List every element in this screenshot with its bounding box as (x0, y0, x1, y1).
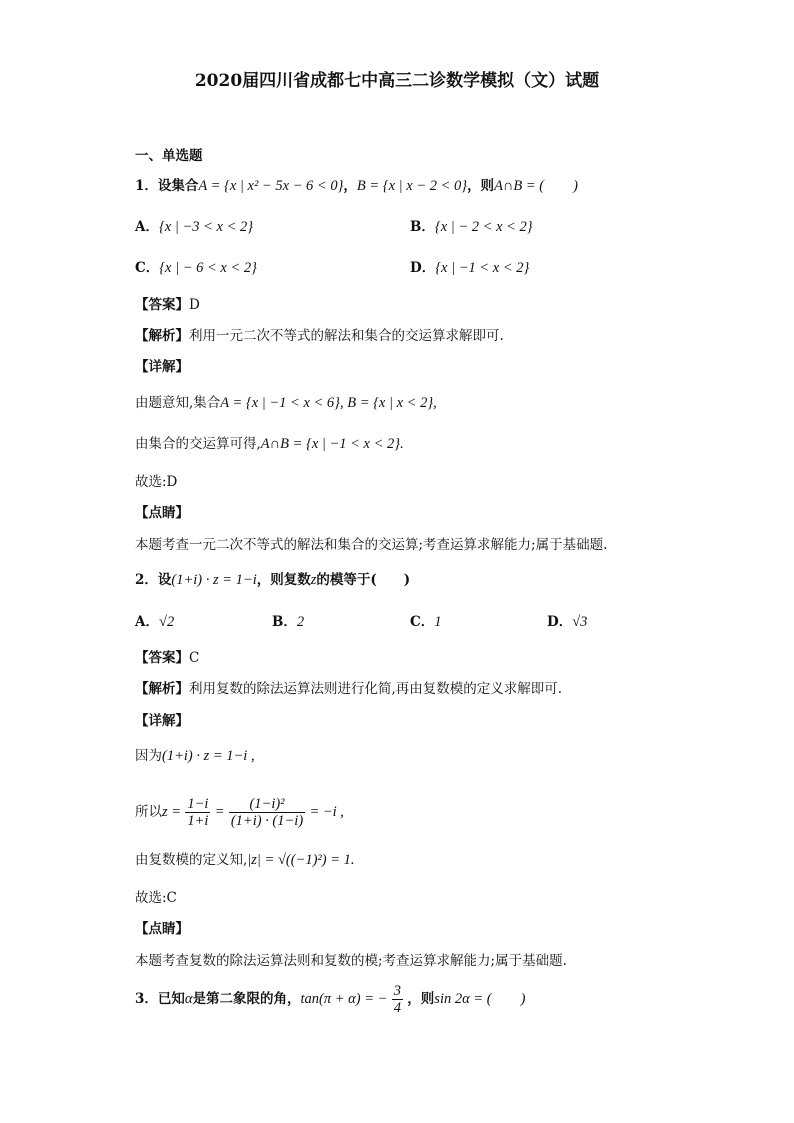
q1-analysis-tag: 【解析】 (135, 328, 189, 344)
q2-option-a (135, 612, 174, 632)
q2-analysis-tag: 【解析】 (135, 681, 189, 697)
q1-analysis-text: 利用一元二次不等式的解法和集合的交运算求解即可. (189, 328, 504, 344)
q1-option-c (135, 258, 257, 278)
q2-comment-tag: 【点睛】 (135, 921, 189, 937)
q2-fraction-1 (185, 796, 210, 829)
q1-detail-2-text: 由集合的交运算可得, (135, 436, 261, 452)
q1-detail-1-text: 由题意知,集合 (135, 395, 221, 411)
q2-detail-tag: 【详解】 (135, 713, 189, 729)
question-2 (135, 570, 410, 590)
q1-option-b-text: {x | − 2 < x < 2} (434, 219, 533, 235)
q2-option-c-label: C． (410, 614, 435, 630)
q1-option-a-label: A． (135, 219, 159, 235)
q2-detail-1-math: (1+i) · z = 1−i , (162, 748, 255, 764)
q1-option-d-label: D． (410, 260, 436, 276)
q1-answer (135, 295, 200, 315)
q2-equals: = (214, 804, 225, 820)
q1-set-a: A = {x | x² − 5x − 6 < 0} (198, 178, 344, 194)
q1-option-a-text: {x | −3 < x < 2} (158, 219, 254, 235)
q3-stem-var: α (184, 991, 193, 1007)
q2-option-d-text: √3 (572, 614, 588, 630)
q2-answer-value: C (189, 650, 200, 666)
q2-option-b-text: 2 (296, 614, 305, 630)
q1-detail-1-math: A = {x | −1 < x < 6}, B = {x | x < 2}, (220, 395, 437, 411)
q2-option-b-label: B． (272, 614, 297, 630)
q2-analysis-text: 利用复数的除法运算法则进行化简,再由复数模的定义求解即可. (189, 681, 563, 697)
q2-option-d-label: D． (547, 614, 573, 630)
q3-stem-math-a: tan(π + α) = − (300, 991, 388, 1007)
q2-detail-3-math: |z| = √((−1)²) = 1. (247, 852, 355, 868)
q1-option-c-label: C． (135, 260, 160, 276)
section-heading: 一、单选题 (135, 148, 203, 164)
q1-comment-tag: 【点睛】 (135, 505, 189, 521)
q1-detail-tag: 【详解】 (135, 359, 189, 375)
q1-detail-2-math: A∩B = {x | −1 < x < 2}. (260, 436, 404, 452)
q3-stem-prefix: 3．已知 (135, 991, 185, 1007)
q2-choice: 故选:C (135, 890, 177, 906)
q2-answer (135, 648, 199, 668)
q3-fraction-denominator: 4 (393, 1000, 401, 1016)
q2-comment: 本题考查复数的除法运算法则和复数的模;考查运算求解能力;属于基础题. (135, 953, 567, 969)
q1-detail-line-1 (135, 393, 437, 413)
q2-fraction-1-numerator: 1−i (187, 796, 209, 812)
q2-fraction-2-numerator: (1−i)² (229, 796, 305, 813)
q2-detail-line-3 (135, 850, 355, 870)
question-1 (135, 176, 578, 196)
q1-stem-prefix: 1．设集合 (135, 178, 199, 194)
q1-choice: 故选:D (135, 474, 178, 490)
q2-fraction-2-denominator: (1+i) · (1−i) (230, 813, 304, 829)
q1-comment: 本题考查一元二次不等式的解法和集合的交运算;考查运算求解能力;属于基础题. (135, 537, 608, 553)
q2-detail-2-rhs: = −i , (309, 804, 344, 820)
page-title: 2020届四川省成都七中高三二诊数学模拟（文）试题 (194, 71, 600, 91)
q2-option-d (547, 612, 587, 632)
q2-detail-2-lhs: z = (162, 804, 182, 820)
q2-option-c-text: 1 (434, 614, 442, 630)
q2-option-a-label: A． (135, 614, 159, 630)
q3-fraction (392, 983, 403, 1016)
q2-detail-line-2 (135, 793, 344, 831)
q1-option-c-text: {x | − 6 < x < 2} (159, 260, 257, 276)
q2-analysis (135, 679, 562, 699)
q2-stem-var: z (310, 572, 317, 588)
q1-detail-line-2 (135, 434, 404, 454)
q2-stem-math: (1+i) · z = 1−i (171, 572, 257, 588)
q1-set-b: B = {x | x − 2 < 0} (356, 178, 468, 194)
q2-detail-1-text: 因为 (135, 748, 162, 764)
q3-fraction-numerator: 3 (393, 983, 401, 999)
q2-detail-3-text: 由复数模的定义知, (135, 852, 248, 868)
q1-option-d (410, 258, 529, 278)
q2-option-b (272, 612, 304, 632)
q1-option-b-label: B． (410, 219, 435, 235)
q1-answer-value: D (189, 297, 200, 313)
q1-option-d-text: {x | −1 < x < 2} (435, 260, 530, 276)
q3-stem-math-b: sin 2α = ( ) (434, 991, 526, 1007)
q3-stem-mid: 是第二象限的角， (192, 991, 301, 1007)
q2-stem-mid: ，则复数 (256, 572, 311, 588)
q1-analysis (135, 326, 504, 346)
q2-option-c (410, 612, 442, 632)
q2-stem-prefix: 2．设 (135, 572, 172, 588)
q3-stem-then: ，则 (407, 991, 435, 1007)
q1-then: ，则 (467, 178, 495, 194)
q2-detail-2-text: 所以 (135, 804, 162, 820)
q2-answer-tag: 【答案】 (135, 650, 189, 666)
q1-comma: ， (343, 178, 357, 194)
q2-fraction-1-denominator: 1+i (187, 813, 209, 829)
q2-option-a-text: √2 (158, 614, 175, 630)
q1-ask: A∩B = ( ) (494, 178, 578, 194)
q1-option-b (410, 217, 533, 237)
question-3 (135, 979, 525, 1019)
q1-answer-tag: 【答案】 (135, 297, 189, 313)
q2-stem-suffix: 的模等于( ) (316, 572, 411, 588)
q2-detail-line-1 (135, 746, 255, 766)
q2-fraction-2 (229, 796, 305, 829)
q1-option-a (135, 217, 253, 237)
